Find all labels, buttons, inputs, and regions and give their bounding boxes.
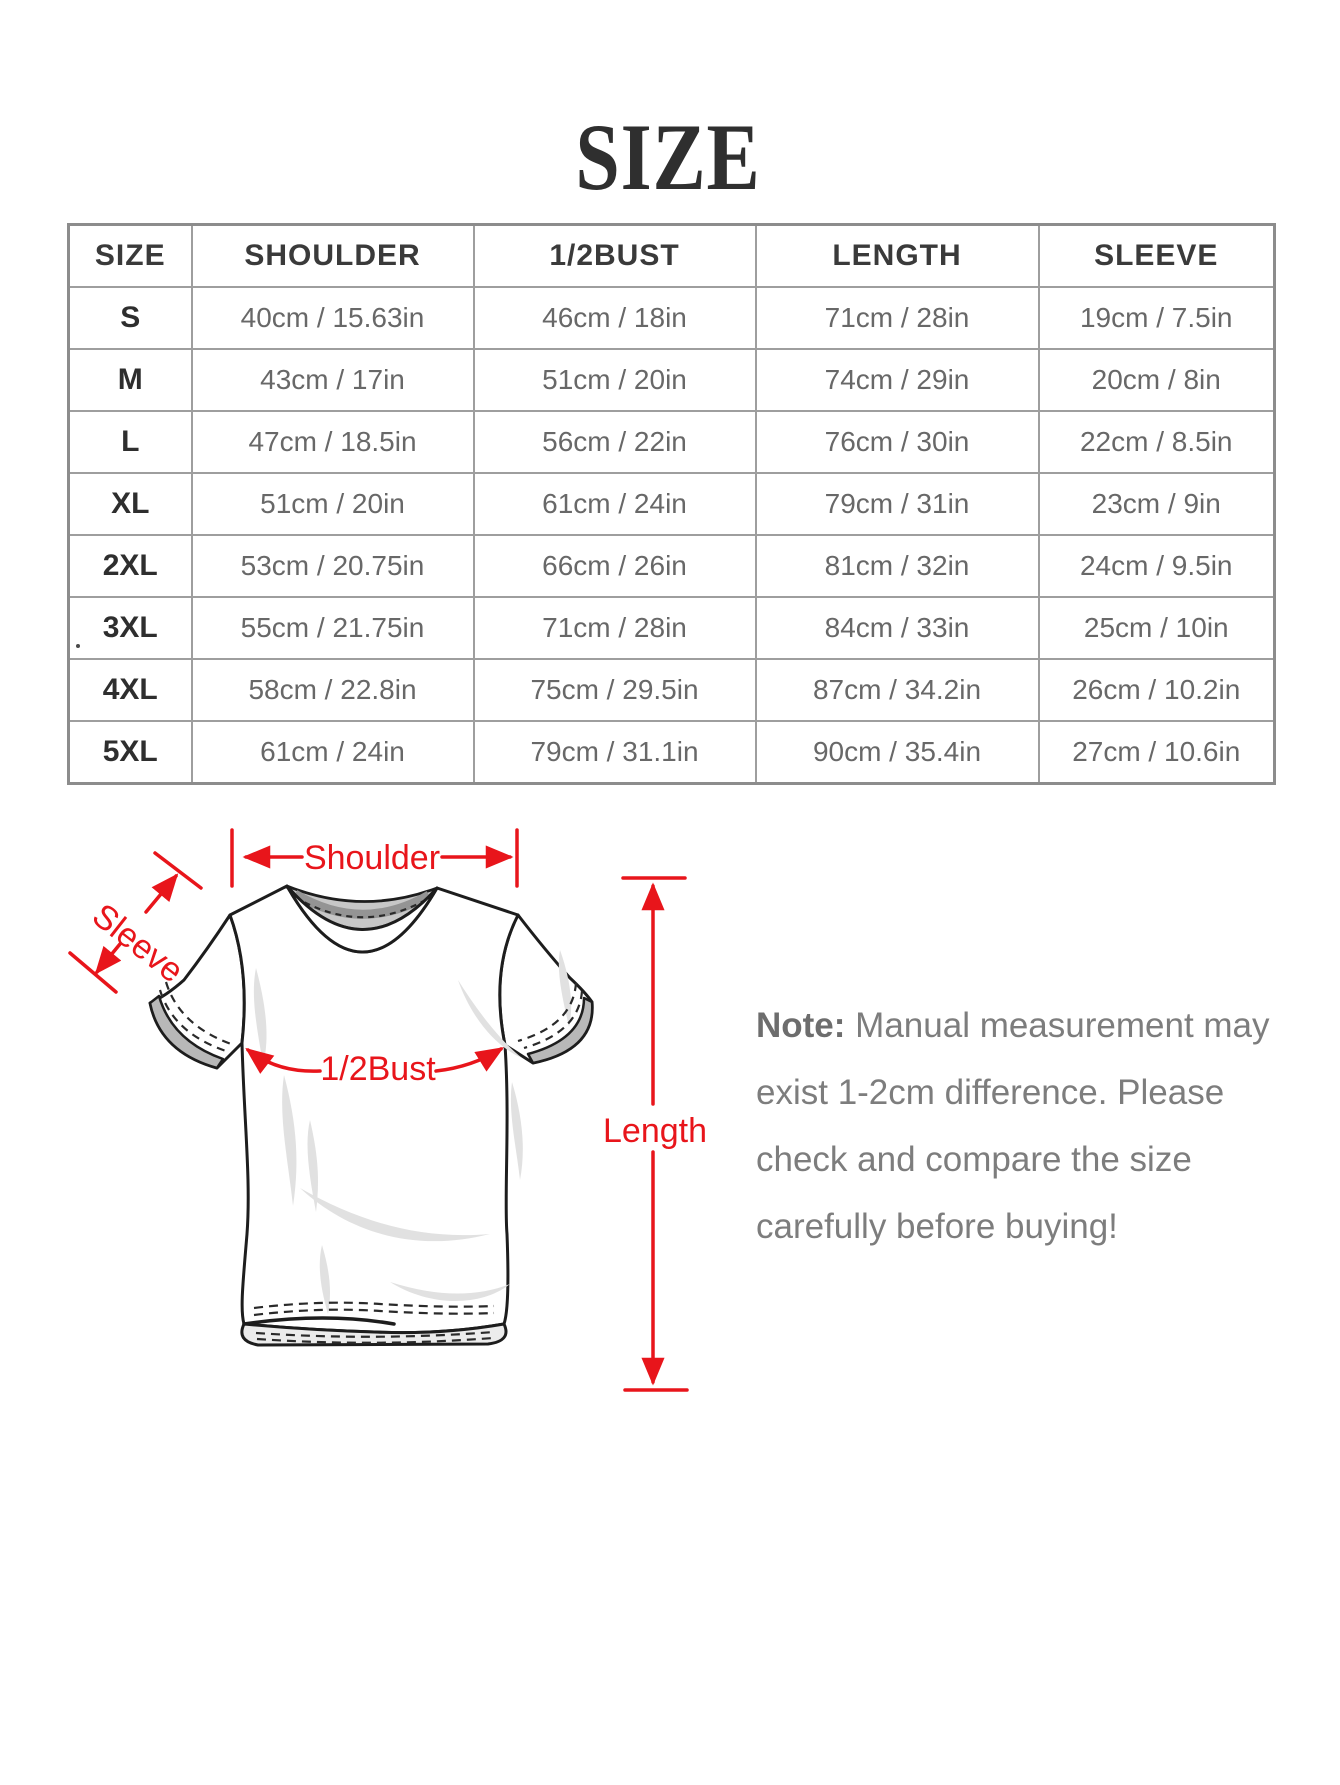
header-sleeve: SLEEVE <box>1039 225 1275 288</box>
table-row-4xl <box>69 659 1275 721</box>
cell-length: 74cm / 29in <box>756 349 1039 411</box>
header-bust: 1/2BUST <box>474 225 756 288</box>
note-line <box>756 992 1286 1059</box>
note-text: Manual measurement may <box>855 1006 1270 1045</box>
cell-sleeve: 25cm / 10in <box>1039 597 1275 659</box>
cell-size: XL <box>69 473 192 535</box>
cell-bust: 61cm / 24in <box>474 473 756 535</box>
note-line: exist 1-2cm difference. Please <box>756 1073 1225 1112</box>
cell-size: M <box>69 349 192 411</box>
measurement-note <box>756 992 1286 1260</box>
cell-size: 2XL <box>69 535 192 597</box>
cell-shoulder: 55cm / 21.75in <box>192 597 474 659</box>
cell-length: 79cm / 31in <box>756 473 1039 535</box>
cell-bust: 51cm / 20in <box>474 349 756 411</box>
table-row-5xl <box>69 721 1275 784</box>
table-row-l <box>69 411 1275 473</box>
cell-bust: 56cm / 22in <box>474 411 756 473</box>
cell-sleeve: 19cm / 7.5in <box>1039 287 1275 349</box>
cell-shoulder: 43cm / 17in <box>192 349 474 411</box>
cell-bust: 71cm / 28in <box>474 597 756 659</box>
cell-shoulder: 61cm / 24in <box>192 721 474 784</box>
table-row-m <box>69 349 1275 411</box>
page-title: SIZE <box>575 104 761 210</box>
note-label: Note: <box>756 1006 846 1045</box>
stray-dot-mark <box>76 644 80 648</box>
cell-length: 87cm / 34.2in <box>756 659 1039 721</box>
cell-size: 5XL <box>69 721 192 784</box>
cell-sleeve: 27cm / 10.6in <box>1039 721 1275 784</box>
cell-bust: 66cm / 26in <box>474 535 756 597</box>
cell-shoulder: 51cm / 20in <box>192 473 474 535</box>
tshirt-measurement-diagram <box>60 820 720 1420</box>
tshirt-graphic <box>150 886 592 1333</box>
cell-bust: 79cm / 31.1in <box>474 721 756 784</box>
cell-shoulder: 47cm / 18.5in <box>192 411 474 473</box>
cell-size: S <box>69 287 192 349</box>
table-row-s <box>69 287 1275 349</box>
table-row-3xl <box>69 597 1275 659</box>
cell-bust: 75cm / 29.5in <box>474 659 756 721</box>
left-sleeve <box>150 915 244 1068</box>
cell-sleeve: 23cm / 9in <box>1039 473 1275 535</box>
length-label: Length <box>603 1112 707 1150</box>
cell-shoulder: 58cm / 22.8in <box>192 659 474 721</box>
sleeve-tick-top <box>155 853 201 888</box>
shoulder-label: Shoulder <box>303 839 441 877</box>
table-header-row <box>69 225 1275 288</box>
cell-length: 90cm / 35.4in <box>756 721 1039 784</box>
tshirt-body <box>230 886 518 1333</box>
bust-label: 1/2Bust <box>320 1050 436 1088</box>
cell-length: 71cm / 28in <box>756 287 1039 349</box>
header-shoulder: SHOULDER <box>192 225 474 288</box>
header-length: LENGTH <box>756 225 1039 288</box>
cell-shoulder: 40cm / 15.63in <box>192 287 474 349</box>
table-row-2xl <box>69 535 1275 597</box>
cell-sleeve: 22cm / 8.5in <box>1039 411 1275 473</box>
cell-bust: 46cm / 18in <box>474 287 756 349</box>
cell-length: 81cm / 32in <box>756 535 1039 597</box>
cell-sleeve: 24cm / 9.5in <box>1039 535 1275 597</box>
cell-length: 84cm / 33in <box>756 597 1039 659</box>
table-row-xl <box>69 473 1275 535</box>
cell-size: 3XL <box>69 597 192 659</box>
header-size: SIZE <box>69 225 192 288</box>
size-table <box>67 223 1276 785</box>
cell-shoulder: 53cm / 20.75in <box>192 535 474 597</box>
cell-length: 76cm / 30in <box>756 411 1039 473</box>
cell-sleeve: 20cm / 8in <box>1039 349 1275 411</box>
cell-size: 4XL <box>69 659 192 721</box>
note-line: check and compare the size <box>756 1140 1192 1179</box>
sleeve-label: Sleeve <box>85 896 191 991</box>
cell-sleeve: 26cm / 10.2in <box>1039 659 1275 721</box>
cell-size: L <box>69 411 192 473</box>
note-line: carefully before buying! <box>756 1207 1118 1246</box>
